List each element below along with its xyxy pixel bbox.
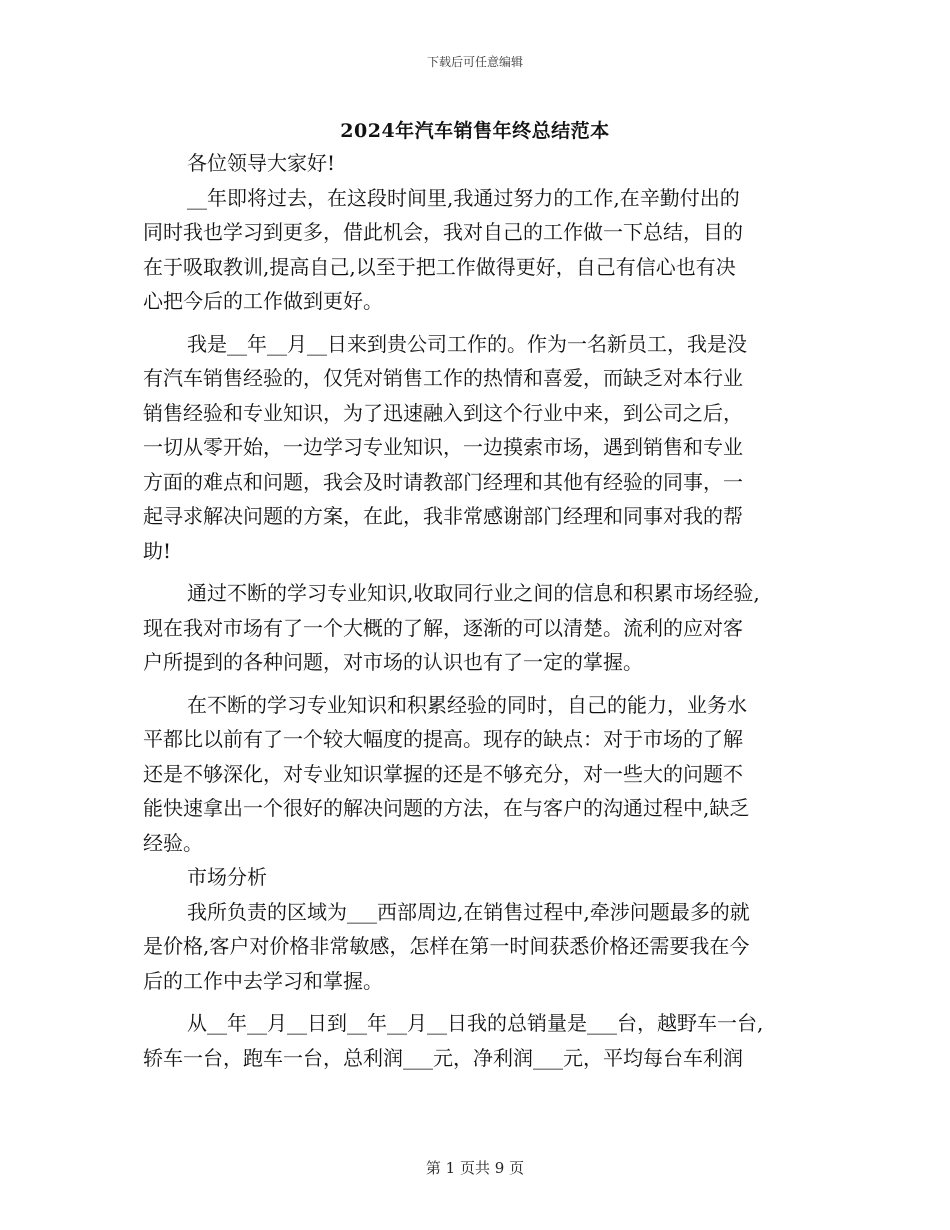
page-number: 第 1 页共 9 页	[425, 1159, 525, 1177]
paragraph-line: 轿车一台，跑车一台，总利润___元，净利润___元，平均每台车利润	[143, 1045, 743, 1070]
paragraph-line: 起寻求解决问题的方案，在此，我非常感谢部门经理和同事对我的帮	[143, 504, 743, 528]
paragraph-line: 平都比以前有了一个较大幅度的提高。现存的缺点：对于市场的了解	[143, 727, 743, 751]
paragraph-line: 还是不够深化，对专业知识掌握的还是不够充分，对一些大的问题不	[143, 761, 743, 786]
greeting-line: 各位领导大家好!	[187, 151, 336, 175]
paragraph-line: 通过不断的学习专业知识,收取同行业之间的信息和积累市场经验,	[187, 581, 760, 605]
paragraph-line: 同时我也学习到更多，借此机会，我对自己的工作做一下总结，目的	[143, 220, 743, 244]
paragraph-line: 是价格,客户对价格非常敏感，怎样在第一时间获悉价格还需要我在今	[143, 934, 750, 958]
section-heading: 市场分析	[187, 865, 267, 889]
document-title: 2024年汽车销售年终总结范本	[340, 120, 610, 142]
header-note: 下载后可任意编辑	[426, 55, 523, 69]
paragraph-line: 从__年__月__日到__年__月__日我的总销量是___台，越野车一台,	[187, 1011, 764, 1035]
paragraph-line: 助!	[143, 538, 172, 563]
paragraph-line: 我所负责的区域为___西部周边,在销售过程中,牵涉问题最多的就	[187, 899, 750, 924]
paragraph-line: 销售经验和专业知识，为了迅速融入到这个行业中来，到公司之后，	[143, 400, 743, 425]
paragraph-line: 能快速拿出一个很好的解决问题的方法，在与客户的沟通过程中,缺乏	[143, 796, 750, 820]
paragraph-line: 我是__年__月__日来到贵公司工作的。作为一名新员工，我是没	[187, 331, 747, 356]
paragraph-line: 心把今后的工作做到更好。	[143, 289, 383, 313]
paragraph-line: __年即将过去，在这段时间里,我通过努力的工作,在辛勤付出的	[187, 185, 740, 210]
paragraph-line: 一切从零开始，一边学习专业知识，一边摸索市场，遇到销售和专业	[143, 435, 743, 459]
paragraph-line: 在不断的学习专业知识和积累经验的同时，自己的能力，业务水	[187, 692, 747, 717]
paragraph-line: 在于吸取教训,提高自己,以至于把工作做得更好，自己有信心也有决	[143, 254, 736, 279]
paragraph-line: 有汽车销售经验的，仅凭对销售工作的热情和喜爱，而缺乏对本行业	[143, 366, 743, 390]
paragraph-line: 方面的难点和问题，我会及时请教部门经理和其他有经验的同事，一	[143, 469, 743, 494]
paragraph-line: 后的工作中去学习和掌握。	[143, 968, 383, 993]
paragraph-line: 现在我对市场有了一个大概的了解，逐渐的可以清楚。流利的应对客	[143, 615, 743, 640]
document-body	[143, 146, 803, 1075]
paragraph-line: 经验。	[143, 830, 203, 855]
paragraph-line: 户所提到的各种问题，对市场的认识也有了一定的掌握。	[143, 650, 643, 674]
